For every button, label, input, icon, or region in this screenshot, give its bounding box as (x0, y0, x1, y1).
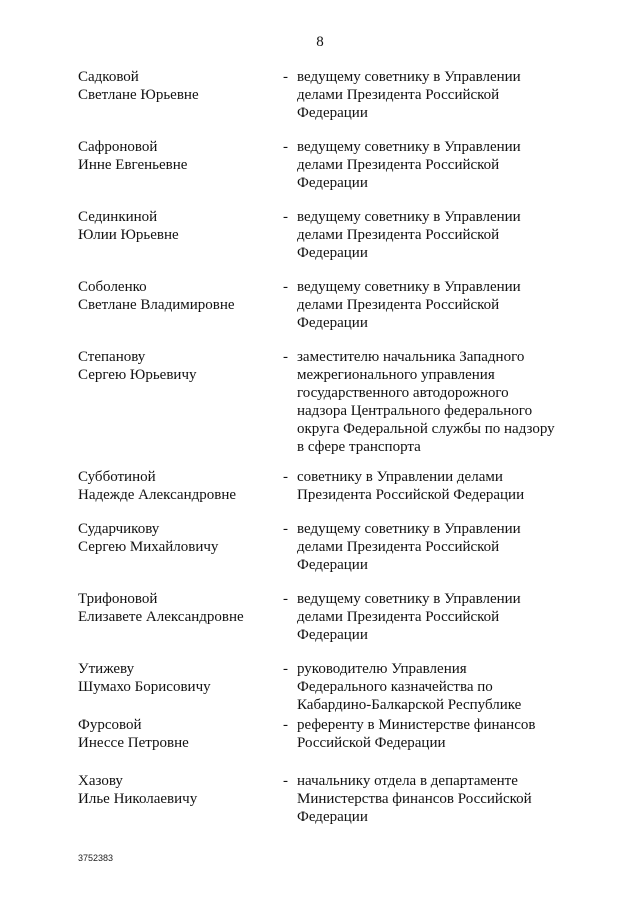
position-line: делами Президента Российской (297, 227, 500, 243)
person-name (78, 590, 268, 626)
position-line: Федерации (297, 175, 368, 191)
position-line: ведущему советнику в Управлении (297, 279, 521, 295)
person-name-line: Сударчикову (78, 521, 160, 537)
position-line: в сфере транспорта (297, 439, 421, 455)
dash-separator: - (283, 349, 288, 365)
dash-separator: - (283, 591, 288, 607)
position-line: Министерства финансов Российской (297, 791, 532, 807)
person-name-line: Трифоновой (78, 591, 158, 607)
position-line: Федерации (297, 557, 368, 573)
person-name-line: Инессе Петровне (78, 735, 189, 751)
position-title (297, 468, 567, 504)
position-line: Президента Российской Федерации (297, 487, 525, 503)
dash-separator: - (283, 661, 288, 677)
position-line: надзора Центрального федерального (297, 403, 533, 419)
person-name-line: Инне Евгеньевне (78, 157, 188, 173)
person-name (78, 348, 268, 384)
person-name-line: Соболенко (78, 279, 147, 295)
position-line: ведущему советнику в Управлении (297, 139, 521, 155)
position-title (297, 716, 567, 752)
dash-separator: - (283, 521, 288, 537)
person-name (78, 716, 268, 752)
position-line: заместителю начальника Западного (297, 349, 525, 365)
person-name-line: Надежде Александровне (78, 487, 236, 503)
position-title (297, 278, 567, 332)
position-title (297, 520, 567, 574)
person-name-line: Степанову (78, 349, 146, 365)
position-line: Федерального казначейства по (297, 679, 493, 695)
page-number: 8 (316, 34, 324, 50)
dash-separator: - (283, 279, 288, 295)
person-name-line: Светлане Владимировне (78, 297, 235, 313)
position-line: ведущему советнику в Управлении (297, 591, 521, 607)
person-name-line: Утижеву (78, 661, 135, 677)
position-title (297, 68, 567, 122)
position-line: государственного автодорожного (297, 385, 509, 401)
position-title (297, 590, 567, 644)
person-name-line: Елизавете Александровне (78, 609, 244, 625)
position-title (297, 660, 567, 714)
dash-separator: - (283, 209, 288, 225)
position-line: Федерации (297, 105, 368, 121)
position-line: начальнику отдела в департаменте (297, 773, 518, 789)
person-name-line: Светлане Юрьевне (78, 87, 199, 103)
position-line: делами Президента Российской (297, 87, 500, 103)
dash-separator: - (283, 773, 288, 789)
position-line: ведущему советнику в Управлении (297, 209, 521, 225)
position-line: Федерации (297, 627, 368, 643)
person-name-line: Сергею Михайловичу (78, 539, 219, 555)
dash-separator: - (283, 717, 288, 733)
person-name-line: Илье Николаевичу (78, 791, 198, 807)
position-line: делами Президента Российской (297, 157, 500, 173)
person-name-line: Хазову (78, 773, 123, 789)
position-line: делами Президента Российской (297, 297, 500, 313)
position-line: референту в Министерстве финансов (297, 717, 536, 733)
position-line: Федерации (297, 315, 368, 331)
person-name-line: Сединкиной (78, 209, 158, 225)
person-name-line: Сергею Юрьевичу (78, 367, 197, 383)
position-line: Федерации (297, 245, 368, 261)
person-name (78, 772, 268, 808)
person-name-line: Шумахо Борисовичу (78, 679, 211, 695)
person-name-line: Юлии Юрьевне (78, 227, 179, 243)
person-name-line: Субботиной (78, 469, 156, 485)
dash-separator: - (283, 469, 288, 485)
position-line: округа Федеральной службы по надзору (297, 421, 555, 437)
position-title (297, 208, 567, 262)
position-line: Российской Федерации (297, 735, 446, 751)
person-name (78, 68, 268, 104)
person-name (78, 208, 268, 244)
dash-separator: - (283, 139, 288, 155)
position-line: Кабардино-Балкарской Республике (297, 697, 522, 713)
position-line: ведущему советнику в Управлении (297, 69, 521, 85)
position-line: межрегионального управления (297, 367, 495, 383)
dash-separator: - (283, 69, 288, 85)
document-code: 3752383 (78, 853, 114, 863)
position-title (297, 772, 567, 826)
position-title (297, 348, 567, 456)
person-name (78, 468, 268, 504)
person-name (78, 278, 268, 314)
position-line: Федерации (297, 809, 368, 825)
position-line: делами Президента Российской (297, 609, 500, 625)
position-line: руководителю Управления (297, 661, 467, 677)
position-line: делами Президента Российской (297, 539, 500, 555)
person-name-line: Садковой (78, 69, 139, 85)
person-name-line: Сафроновой (78, 139, 158, 155)
person-name-line: Фурсовой (78, 717, 142, 733)
position-title (297, 138, 567, 192)
person-name (78, 660, 268, 696)
person-name (78, 520, 268, 556)
person-name (78, 138, 268, 174)
position-line: ведущему советнику в Управлении (297, 521, 521, 537)
position-line: советнику в Управлении делами (297, 469, 503, 485)
